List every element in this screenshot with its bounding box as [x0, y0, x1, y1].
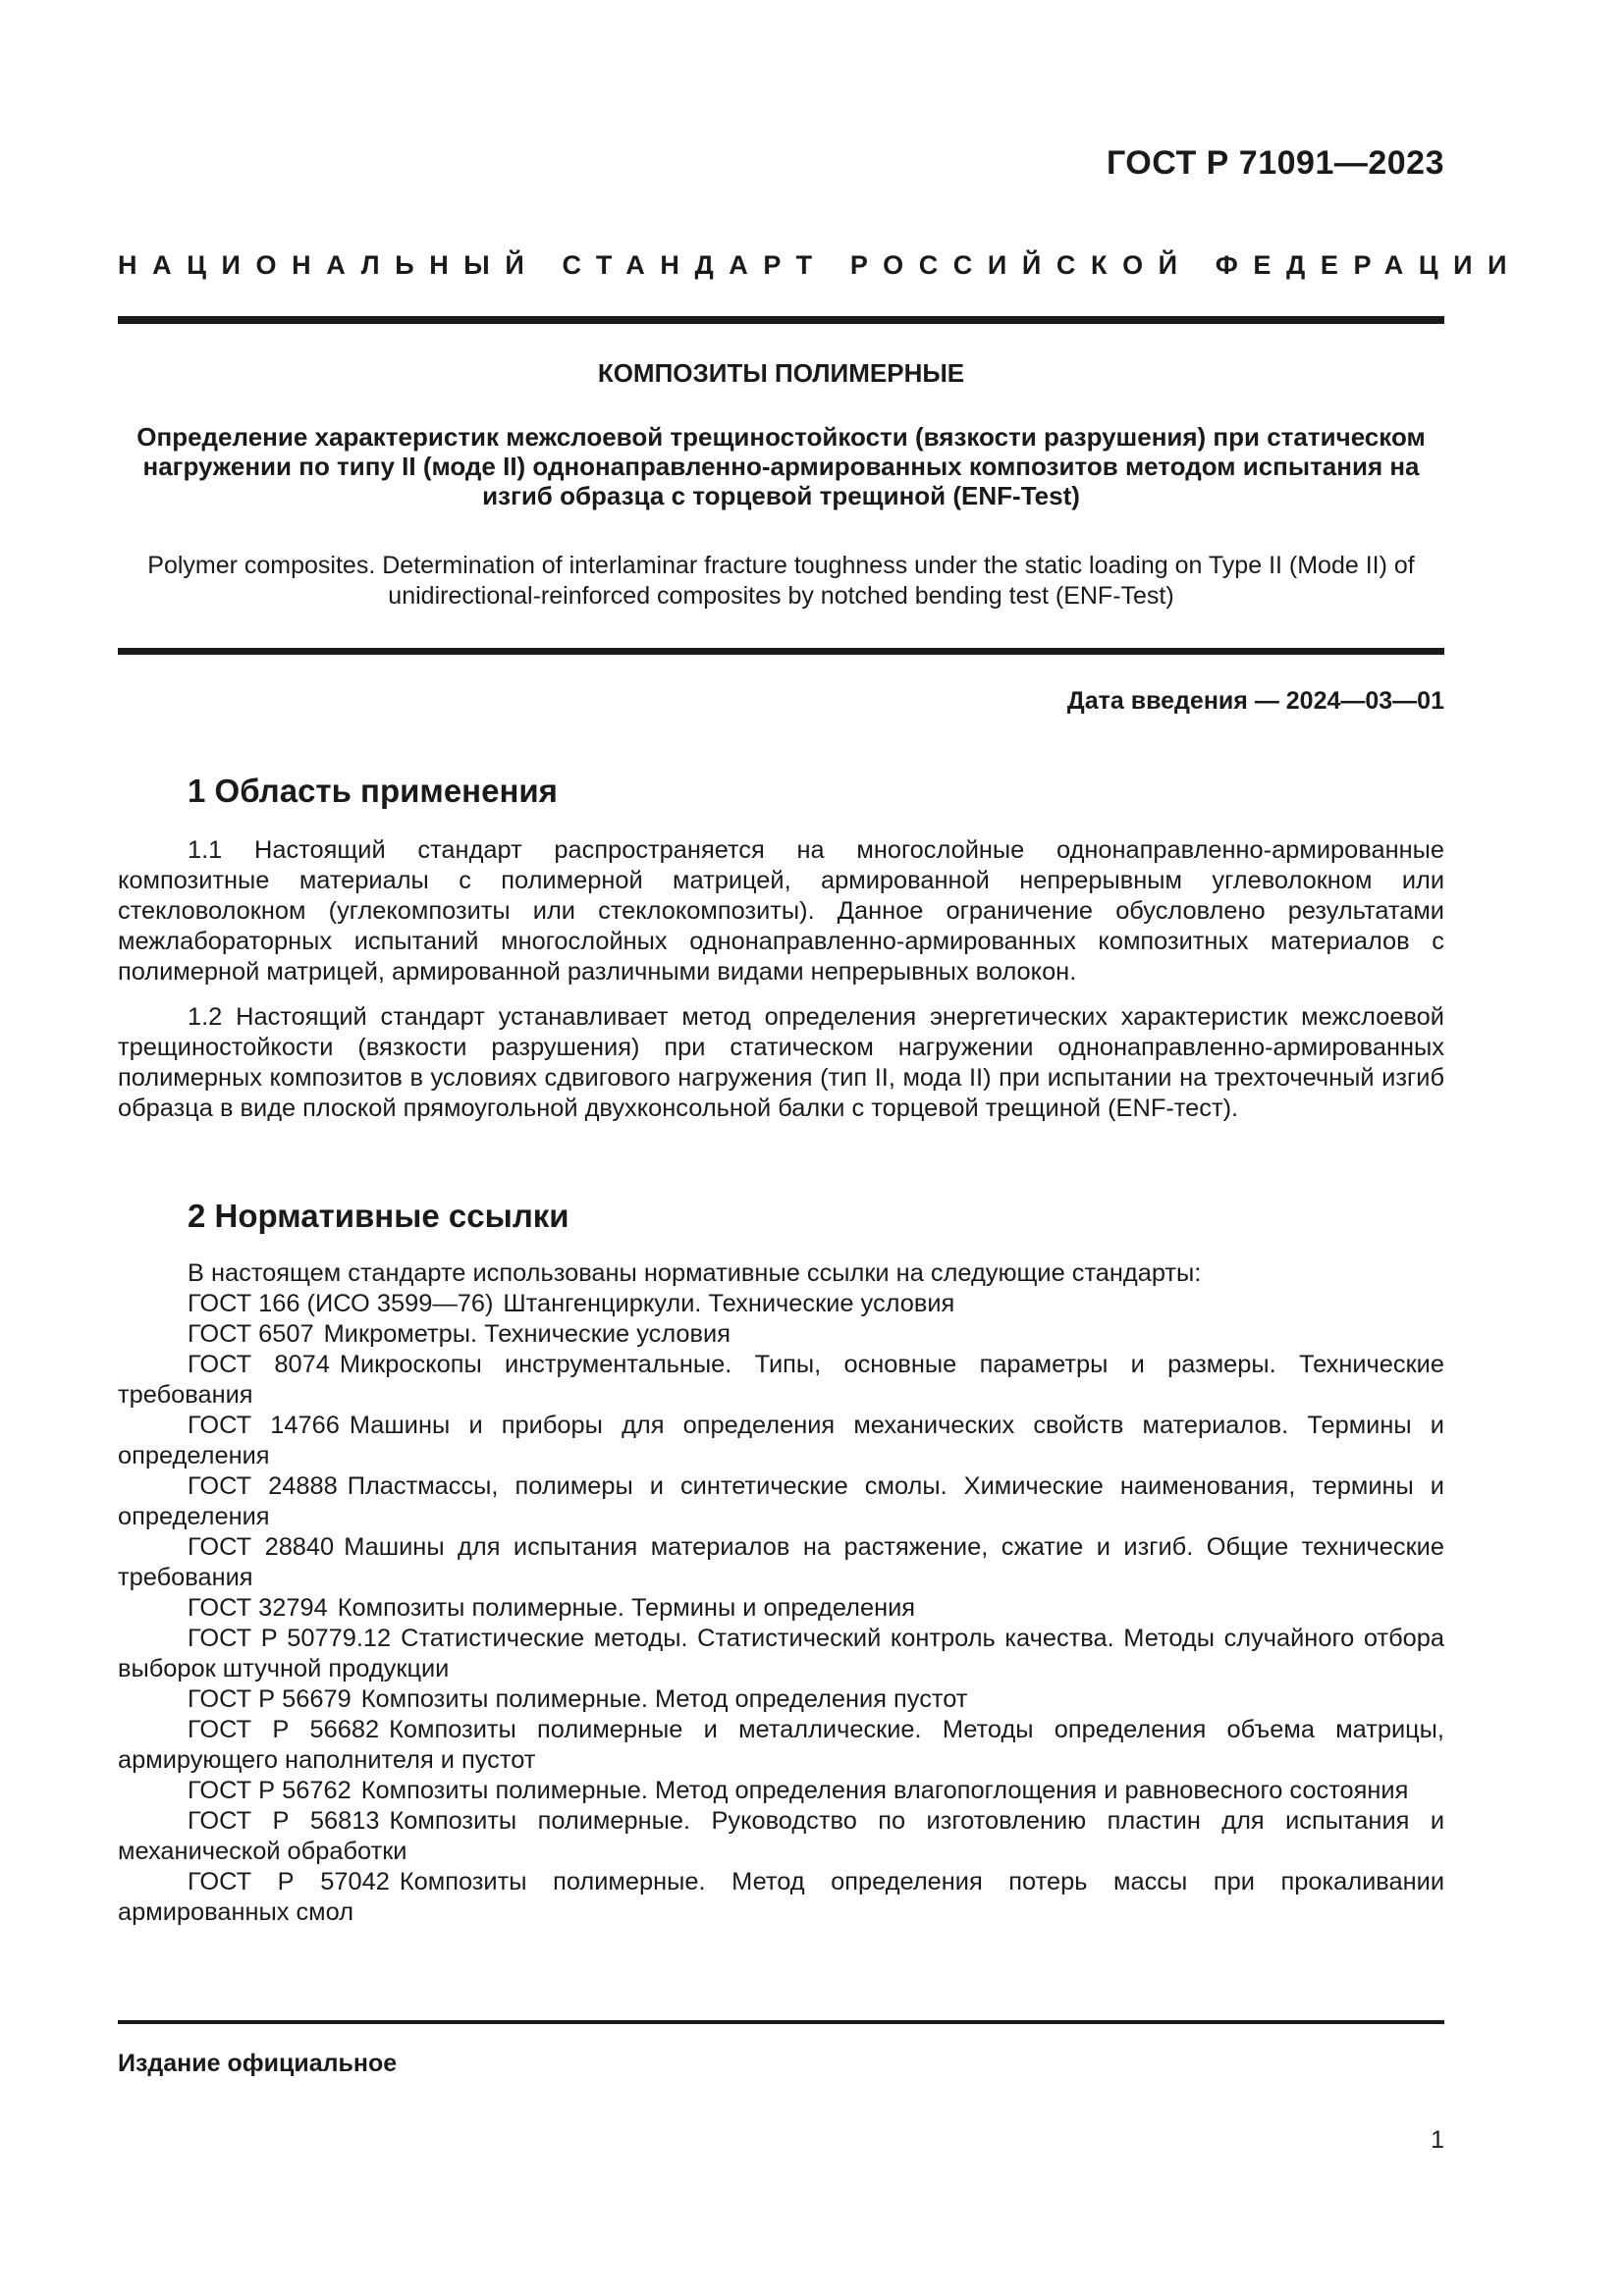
- reference-title: Машины для испытания материалов на растяжение, сжатие и изгиб. Общие технические требования: [118, 1533, 1444, 1591]
- paragraph-1-1: 1.1 Настоящий стандарт распространяется на многослойные однонаправленно-армированные композитные материалы с полимерной матрицей, армированной непрерывным углеволокном или стекловолокном (углекомпозиты или стеклокомпозиты). Данное ограничение обусловлено результатами межлабораторных испытаний многослойных однонаправленно-армированных композитных материалов с полимерной матрицей, армированной различными видами непрерывных волокон.: [118, 836, 1444, 986]
- reference-item: [118, 1411, 1444, 1471]
- reference-code: ГОСТ 14766: [188, 1412, 340, 1439]
- section-1-heading: 1 Область применения: [188, 773, 558, 809]
- reference-title: Микроскопы инструментальные. Типы, основные параметры и размеры. Технические требования: [118, 1351, 1444, 1409]
- reference-item: [118, 1593, 1444, 1624]
- reference-code: ГОСТ Р 56813: [188, 1807, 380, 1835]
- reference-title: Композиты полимерные и металлические. Методы определения объема матрицы, армирующего наполнителя и пустот: [118, 1716, 1444, 1774]
- reference-item: [118, 1471, 1444, 1532]
- reference-title: Композиты полимерные. Метод определения потерь массы при прокаливании армированных смол: [118, 1868, 1444, 1926]
- official-edition-label: Издание официальное: [118, 2050, 398, 2077]
- reference-title: Композиты полимерные. Метод определения влагопоглощения и равновесного состояния: [360, 1777, 1409, 1804]
- reference-code: ГОСТ 6507: [188, 1320, 314, 1348]
- reference-code: ГОСТ Р 56679: [188, 1685, 352, 1713]
- reference-code: ГОСТ 166 (ИСО 3599—76): [188, 1290, 494, 1317]
- top-divider: [118, 316, 1444, 324]
- reference-item: [118, 1350, 1444, 1411]
- reference-item: [118, 1624, 1444, 1684]
- footer-divider: [118, 2020, 1444, 2024]
- paragraph-1-2: 1.2 Настоящий стандарт устанавливает метод определения энергетических характеристик межслоевой трещиностойкости (вязкости разрушения) при статическом нагружении однонаправленно-армированных полимерных композитов в условиях сдвигового нагружения (тип II, мода II) при испытании на трехточечный изгиб образца в виде плоской прямоугольной двухконсольной балки с торцевой трещиной (ENF-тест).: [118, 1003, 1444, 1122]
- reference-code: ГОСТ 24888: [188, 1472, 338, 1500]
- national-standard-banner: НАЦИОНАЛЬНЫЙ СТАНДАРТ РОССИЙСКОЙ ФЕДЕРАЦИИ: [118, 250, 1523, 280]
- reference-code: ГОСТ 8074: [188, 1351, 330, 1378]
- reference-code: ГОСТ Р 57042: [188, 1868, 390, 1896]
- reference-item: [118, 1684, 1444, 1715]
- page-number: 1: [1431, 2126, 1444, 2154]
- reference-title: Композиты полимерные. Термины и определения: [337, 1594, 916, 1622]
- reference-code: ГОСТ Р 50779.12: [188, 1625, 392, 1652]
- reference-title: Пластмассы, полимеры и синтетические смолы. Химические наименования, термины и определения: [118, 1472, 1444, 1530]
- reference-code: ГОСТ 28840: [188, 1533, 335, 1561]
- reference-code: ГОСТ Р 56762: [188, 1777, 352, 1804]
- section-2-heading: 2 Нормативные ссылки: [188, 1198, 569, 1234]
- reference-title: Микрометры. Технические условия: [323, 1320, 731, 1348]
- reference-item: [118, 1867, 1444, 1928]
- title-divider: [118, 648, 1444, 655]
- document-subtitle: Определение характеристик межслоевой трещиностойкости (вязкости разрушения) при статическом нагружении по типу II (моде II) однонаправленно-армированных композитов методом испытания на изгиб образца с торцевой трещиной (ENF-Test): [136, 422, 1426, 510]
- reference-title: Композиты полимерные. Метод определения пустот: [360, 1685, 968, 1713]
- reference-item: [118, 1806, 1444, 1867]
- references-intro: В настоящем стандарте использованы нормативные ссылки на следующие стандарты:: [188, 1259, 1202, 1287]
- normative-references: [118, 1258, 1444, 1928]
- introduction-date: Дата введения — 2024—03—01: [1066, 687, 1444, 715]
- english-title: Polymer composites. Determination of interlaminar fracture toughness under the static loading on Type II (Mode II) of unidirectional-reinforced composites by notched bending test (ENF-Test): [147, 552, 1415, 610]
- reference-code: ГОСТ 32794: [188, 1594, 328, 1622]
- reference-item: [118, 1319, 1444, 1350]
- reference-item: [118, 1289, 1444, 1319]
- reference-item: [118, 1532, 1444, 1593]
- reference-title: Статистические методы. Статистический контроль качества. Методы случайного отбора выборок штучной продукции: [118, 1625, 1444, 1682]
- reference-code: ГОСТ Р 56682: [188, 1716, 380, 1743]
- reference-title: Штангенциркули. Технические условия: [503, 1290, 955, 1317]
- standard-designation: ГОСТ Р 71091—2023: [1106, 144, 1444, 182]
- reference-item: [118, 1776, 1444, 1806]
- document-title: КОМПОЗИТЫ ПОЛИМЕРНЫЕ: [597, 358, 965, 388]
- reference-title: Машины и приборы для определения механических свойств материалов. Термины и определения: [118, 1412, 1444, 1469]
- reference-title: Композиты полимерные. Руководство по изготовлению пластин для испытания и механической обработки: [118, 1807, 1444, 1865]
- reference-item: [118, 1715, 1444, 1776]
